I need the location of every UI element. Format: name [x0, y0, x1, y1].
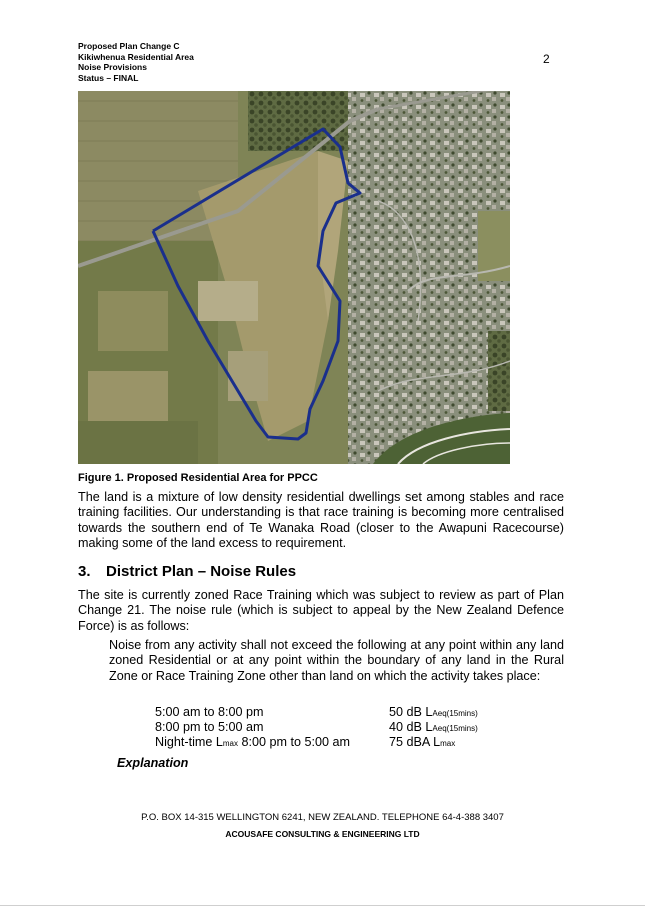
figure-caption: Figure 1. Proposed Residential Area for PPCC: [78, 472, 318, 484]
quoted-rule: Noise from any activity shall not exceed the following at any point within any land zoned Residential or at any point within the boundary of any land in the Rural Zone or Race Training Zone other than land on which the activity takes place:: [109, 638, 564, 683]
noise-limit: 75 dBA Lmax: [389, 735, 456, 749]
noise-limit: 40 dB LAeq(15mins): [389, 720, 478, 734]
intro-paragraph: The land is a mixture of low density residential dwellings set among stables and race training facilities. Our understanding is that race training is becoming more centralised towards the southern end of Te Wanaka Road (closer to the Awapuni Racecourse) making some of the land excess to requirement.: [78, 490, 564, 551]
aerial-photo: [78, 91, 510, 464]
page-number: 2: [543, 52, 550, 66]
section-title: District Plan – Noise Rules: [106, 563, 297, 580]
noise-period: 5:00 am to 8:00 pm: [155, 705, 264, 719]
page-bottom-rule: [0, 905, 645, 906]
header-line-3: Noise Provisions: [78, 62, 147, 72]
document-header: [78, 41, 194, 83]
section-heading: [78, 563, 296, 580]
footer-company: ACOUSAFE CONSULTING & ENGINEERING LTD: [225, 829, 420, 839]
noise-period: 8:00 pm to 5:00 am: [155, 720, 264, 734]
section-paragraph: The site is currently zoned Race Training which was subject to review as part of Plan Change 21. The noise rule (which is subject to appeal by the New Zealand Defence Force) is as follows:: [78, 588, 564, 633]
section-number: 3.: [78, 563, 91, 580]
explanation-heading: Explanation: [117, 756, 189, 770]
noise-limit: 50 dB LAeq(15mins): [389, 705, 478, 719]
header-line-1: Proposed Plan Change C: [78, 41, 180, 51]
noise-period: Night-time Lmax 8:00 pm to 5:00 am: [155, 735, 351, 749]
header-line-2: Kikiwhenua Residential Area: [78, 51, 194, 62]
footer-address: P.O. BOX 14-315 WELLINGTON 6241, NEW ZEALAND. TELEPHONE 64-4-388 3407: [141, 812, 504, 823]
header-line-4: Status – FINAL: [78, 72, 139, 83]
